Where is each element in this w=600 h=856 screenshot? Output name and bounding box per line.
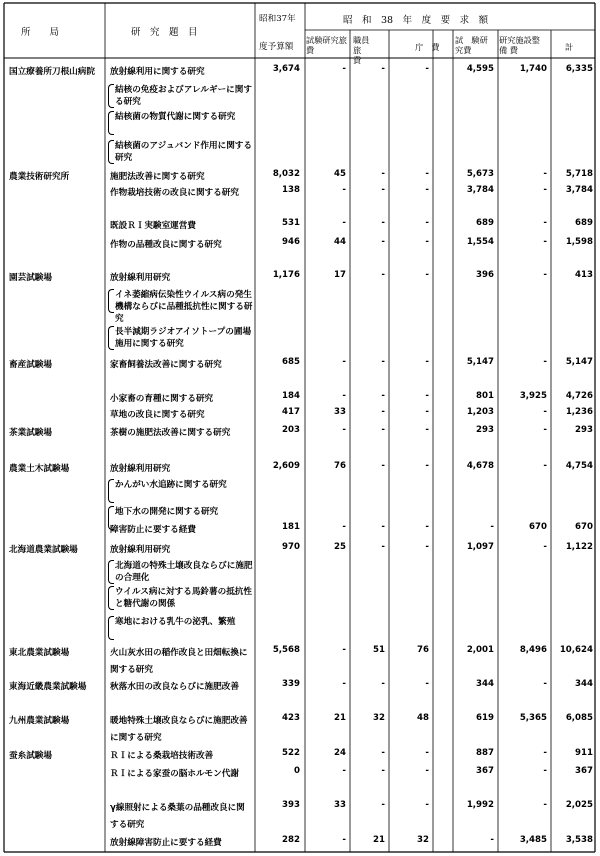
office-expense-cell: - bbox=[425, 391, 429, 401]
research-topic: 草地の改良に関する研究 bbox=[110, 410, 205, 420]
office-expense-cell: - bbox=[425, 357, 429, 367]
total-cell: 1,236 bbox=[565, 407, 593, 417]
office-expense-cell: - bbox=[425, 270, 429, 280]
research-expense-cell: 801 bbox=[476, 391, 494, 401]
facility-expense-cell: - bbox=[543, 270, 547, 280]
budget-fy37-cell: 522 bbox=[282, 748, 300, 758]
research-travel-cell: - bbox=[342, 425, 346, 435]
total-cell: 670 bbox=[575, 522, 593, 532]
staff-travel-cell: - bbox=[381, 407, 385, 417]
facility-expense-cell: - bbox=[543, 218, 547, 228]
research-topic: 茶樹の施肥法改善に関する研究 bbox=[110, 428, 231, 438]
budget-fy37-cell: 8,032 bbox=[272, 169, 300, 179]
research-travel-cell: 33 bbox=[334, 800, 346, 810]
research-travel-cell: - bbox=[342, 835, 346, 845]
facility-expense-cell: - bbox=[543, 461, 547, 471]
total-cell: 5,718 bbox=[565, 169, 593, 179]
research-topic: ＲＩによる家蚕の脳ホルモン代謝 bbox=[110, 769, 239, 779]
office-name: 北海道農業試験場 bbox=[9, 545, 78, 555]
research-topic: 北海道の特殊土壌改良ならびに施肥の合理化 bbox=[115, 561, 253, 583]
staff-travel-cell: - bbox=[381, 237, 385, 247]
staff-travel-cell: - bbox=[381, 679, 385, 689]
brace-mark bbox=[108, 586, 114, 610]
research-topic: 障害防止に要する経費 bbox=[110, 525, 196, 535]
research-travel-cell: - bbox=[342, 218, 346, 228]
research-topic: 家畜飼養法改善に関する研究 bbox=[110, 360, 222, 370]
facility-expense-cell: - bbox=[543, 425, 547, 435]
header-col-staff-travel: 職員旅 費 bbox=[353, 35, 370, 65]
brace-mark bbox=[108, 289, 114, 313]
research-travel-cell: - bbox=[342, 522, 346, 532]
office-expense-cell: - bbox=[425, 237, 429, 247]
research-travel-cell: 44 bbox=[334, 237, 346, 247]
research-topic: 結核の免疫およびアレルギーに関する研究 bbox=[115, 85, 252, 107]
facility-expense-cell: 670 bbox=[529, 522, 547, 532]
research-topic: 放射線利用研究 bbox=[110, 464, 171, 474]
research-expense-cell: 1,097 bbox=[466, 542, 494, 552]
office-name: 九州農業試験場 bbox=[9, 716, 70, 726]
office-name: 畜産試験場 bbox=[9, 360, 52, 370]
research-travel-cell: 25 bbox=[334, 542, 346, 552]
staff-travel-cell: - bbox=[381, 270, 385, 280]
research-travel-cell: 76 bbox=[334, 461, 346, 471]
research-topic: 小家畜の育種に関する研究 bbox=[110, 394, 214, 404]
total-cell: 10,624 bbox=[559, 645, 593, 655]
header-col-research-travel: 試験研究旅 費 bbox=[306, 35, 356, 55]
budget-fy37-cell: 184 bbox=[282, 391, 300, 401]
research-travel-cell: - bbox=[342, 185, 346, 195]
research-travel-cell: 21 bbox=[334, 713, 346, 723]
budget-fy37-cell: 531 bbox=[282, 218, 300, 228]
staff-travel-cell: - bbox=[381, 185, 385, 195]
research-expense-cell: 887 bbox=[476, 748, 494, 758]
total-cell: 413 bbox=[575, 270, 593, 280]
header-budget37-bottom: 度予算額 bbox=[259, 42, 294, 52]
total-cell: 6,085 bbox=[565, 713, 593, 723]
office-expense-cell: - bbox=[425, 766, 429, 776]
header-col-research-expense: 試 験研究費 bbox=[455, 35, 488, 55]
research-topic: 既設ＲＩ実験室運営費 bbox=[110, 221, 196, 231]
brace-mark bbox=[108, 84, 114, 108]
research-travel-cell: - bbox=[342, 64, 346, 74]
staff-travel-cell: - bbox=[381, 800, 385, 810]
research-topic: γ線照射による桑葉の品種改良に関する研究 bbox=[110, 803, 245, 830]
header-office: 所 局 bbox=[21, 27, 60, 38]
research-expense-cell: - bbox=[490, 522, 494, 532]
research-topic: 結核菌のアジュバンド作用に関する研究 bbox=[115, 141, 252, 163]
total-cell: 3,784 bbox=[565, 185, 593, 195]
staff-travel-cell: - bbox=[381, 748, 385, 758]
facility-expense-cell: - bbox=[543, 542, 547, 552]
research-travel-cell: - bbox=[342, 766, 346, 776]
budget-fy37-cell: 685 bbox=[282, 357, 300, 367]
office-expense-cell: - bbox=[425, 461, 429, 471]
office-name: 蚕糸試験場 bbox=[9, 751, 52, 761]
budget-fy37-cell: 282 bbox=[282, 835, 300, 845]
brace-mark bbox=[108, 111, 114, 135]
staff-travel-cell: - bbox=[381, 461, 385, 471]
total-cell: 1,122 bbox=[565, 542, 593, 552]
staff-travel-cell: - bbox=[381, 522, 385, 532]
research-topic: 作物の品種改良に関する研究 bbox=[110, 240, 222, 250]
research-expense-cell: 293 bbox=[476, 425, 494, 435]
total-cell: 3,538 bbox=[565, 835, 593, 845]
budget-fy37-cell: 423 bbox=[282, 713, 300, 723]
total-cell: 2,025 bbox=[565, 800, 593, 810]
facility-expense-cell: - bbox=[543, 169, 547, 179]
budget-fy37-cell: 138 bbox=[282, 185, 300, 195]
header-col-total: 計 bbox=[565, 42, 574, 52]
office-expense-cell: - bbox=[425, 748, 429, 758]
research-travel-cell: - bbox=[342, 357, 346, 367]
research-topic: 暖地特殊土壌改良ならびに施肥改善に関する研究 bbox=[110, 716, 248, 743]
total-cell: 344 bbox=[575, 679, 593, 689]
budget-fy37-cell: 2,609 bbox=[272, 461, 300, 471]
research-expense-cell: 5,673 bbox=[466, 169, 494, 179]
budget-fy37-cell: 970 bbox=[282, 542, 300, 552]
staff-travel-cell: 21 bbox=[373, 835, 385, 845]
brace-mark bbox=[108, 140, 114, 164]
office-expense-cell: - bbox=[425, 407, 429, 417]
budget-fy37-cell: 3,674 bbox=[272, 64, 300, 74]
total-cell: 4,726 bbox=[565, 391, 593, 401]
office-name: 農業土木試験場 bbox=[9, 464, 70, 474]
research-topic: 放射線利用に関する研究 bbox=[110, 67, 205, 77]
office-expense-cell: - bbox=[425, 542, 429, 552]
staff-travel-cell: - bbox=[381, 218, 385, 228]
facility-expense-cell: 5,365 bbox=[519, 713, 547, 723]
research-travel-cell: - bbox=[342, 645, 346, 655]
research-topic: 放射線利用研究 bbox=[110, 545, 171, 555]
research-expense-cell: 619 bbox=[476, 713, 494, 723]
research-expense-cell: 3,784 bbox=[466, 185, 494, 195]
header-col-office-expense: 庁 費 bbox=[415, 42, 440, 52]
facility-expense-cell: - bbox=[543, 357, 547, 367]
research-topic: 放射線利用研究 bbox=[110, 273, 171, 283]
research-topic: 長半減期ラジオアイソトープの圃場施用に関する研究 bbox=[115, 327, 252, 349]
office-name: 農業技術研究所 bbox=[9, 172, 70, 182]
total-cell: 4,754 bbox=[565, 461, 593, 471]
research-topic: 火山灰水田の稲作改良と田畑転換に関する研究 bbox=[110, 648, 248, 675]
budget-table-page bbox=[3, 2, 596, 854]
office-expense-cell: 32 bbox=[417, 835, 429, 845]
office-name: 国立療養所刀根山病院 bbox=[9, 67, 95, 77]
budget-fy37-cell: 393 bbox=[282, 800, 300, 810]
research-topic: 作物栽培技術の改良に関する研究 bbox=[110, 188, 239, 198]
office-expense-cell: - bbox=[425, 64, 429, 74]
total-cell: 367 bbox=[575, 766, 593, 776]
research-expense-cell: 2,001 bbox=[466, 645, 494, 655]
facility-expense-cell: - bbox=[543, 766, 547, 776]
office-expense-cell: - bbox=[425, 218, 429, 228]
research-topic: 寒地における乳牛の泌乳、繁殖 bbox=[115, 617, 236, 627]
facility-expense-cell: - bbox=[543, 407, 547, 417]
facility-expense-cell: 8,496 bbox=[519, 645, 547, 655]
budget-fy37-cell: 1,176 bbox=[272, 270, 300, 280]
budget-fy37-cell: 0 bbox=[294, 766, 300, 776]
research-travel-cell: 17 bbox=[334, 270, 346, 280]
research-travel-cell: 33 bbox=[334, 407, 346, 417]
brace-mark bbox=[108, 326, 114, 350]
research-expense-cell: 689 bbox=[476, 218, 494, 228]
header-budget37-top: 昭和37年 bbox=[259, 14, 296, 24]
facility-expense-cell: - bbox=[543, 800, 547, 810]
staff-travel-cell: - bbox=[381, 64, 385, 74]
research-topic: 秋落水田の改良ならびに施肥改善 bbox=[110, 682, 239, 692]
research-expense-cell: 5,147 bbox=[466, 357, 494, 367]
office-expense-cell: - bbox=[425, 185, 429, 195]
brace-mark bbox=[108, 479, 114, 503]
research-expense-cell: 4,678 bbox=[466, 461, 494, 471]
research-expense-cell: 1,203 bbox=[466, 407, 494, 417]
facility-expense-cell: - bbox=[543, 185, 547, 195]
office-name: 東海近畿農業試験場 bbox=[9, 682, 87, 692]
research-travel-cell: - bbox=[342, 679, 346, 689]
facility-expense-cell: - bbox=[543, 748, 547, 758]
budget-fy37-cell: 417 bbox=[282, 407, 300, 417]
budget-fy37-cell: 946 bbox=[282, 237, 300, 247]
total-cell: 911 bbox=[575, 748, 593, 758]
facility-expense-cell: 1,740 bbox=[519, 64, 547, 74]
research-topic: 結核菌の物質代謝に関する研究 bbox=[115, 112, 236, 122]
research-expense-cell: 1,992 bbox=[466, 800, 494, 810]
research-expense-cell: 4,595 bbox=[466, 64, 494, 74]
office-expense-cell: 48 bbox=[417, 713, 429, 723]
research-expense-cell: 344 bbox=[476, 679, 494, 689]
office-expense-cell: - bbox=[425, 425, 429, 435]
staff-travel-cell: - bbox=[381, 357, 385, 367]
research-expense-cell: 396 bbox=[476, 270, 494, 280]
total-cell: 5,147 bbox=[565, 357, 593, 367]
research-topic: 放射線障害防止に要する経費 bbox=[110, 838, 222, 848]
header-col-facility-expense: 研究施設整 備 費 bbox=[499, 35, 540, 55]
office-expense-cell: 76 bbox=[417, 645, 429, 655]
research-topic: イネ萎縮病伝染性ウイルス病の発生機構ならびに品種抵抗性に関する研究 bbox=[115, 290, 253, 324]
staff-travel-cell: - bbox=[381, 169, 385, 179]
research-expense-cell: - bbox=[490, 835, 494, 845]
budget-fy37-cell: 181 bbox=[282, 522, 300, 532]
research-travel-cell: 24 bbox=[334, 748, 346, 758]
research-topic: かんがい水追跡に関する研究 bbox=[115, 480, 227, 490]
research-topic: 地下水の開発に関する研究 bbox=[115, 507, 219, 517]
office-expense-cell: - bbox=[425, 679, 429, 689]
facility-expense-cell: - bbox=[543, 237, 547, 247]
budget-fy37-cell: 203 bbox=[282, 425, 300, 435]
budget-fy37-cell: 339 bbox=[282, 679, 300, 689]
research-topic: ウイルス病に対する馬鈴薯の抵抗性と糖代謝の関係 bbox=[115, 587, 252, 609]
office-expense-cell: - bbox=[425, 522, 429, 532]
office-expense-cell: - bbox=[425, 800, 429, 810]
facility-expense-cell: - bbox=[543, 679, 547, 689]
budget-fy37-cell: 5,568 bbox=[272, 645, 300, 655]
total-cell: 689 bbox=[575, 218, 593, 228]
total-cell: 1,598 bbox=[565, 237, 593, 247]
research-travel-cell: - bbox=[342, 391, 346, 401]
staff-travel-cell: - bbox=[381, 766, 385, 776]
facility-expense-cell: 3,485 bbox=[519, 835, 547, 845]
research-expense-cell: 1,554 bbox=[466, 237, 494, 247]
office-name: 茶業試験場 bbox=[9, 428, 52, 438]
brace-mark bbox=[108, 560, 114, 584]
office-expense-cell: - bbox=[425, 169, 429, 179]
header-request38-title: 昭 和 38 年 度 要 求 額 bbox=[343, 15, 489, 26]
staff-travel-cell: - bbox=[381, 425, 385, 435]
total-cell: 6,335 bbox=[565, 64, 593, 74]
staff-travel-cell: - bbox=[381, 542, 385, 552]
office-name: 園芸試験場 bbox=[9, 273, 52, 283]
staff-travel-cell: - bbox=[381, 391, 385, 401]
brace-mark bbox=[108, 616, 114, 640]
facility-expense-cell: 3,925 bbox=[519, 391, 547, 401]
total-cell: 293 bbox=[575, 425, 593, 435]
research-topic: ＲＩによる桑栽培技術改善 bbox=[110, 751, 214, 761]
header-topic: 研 究 題 目 bbox=[131, 27, 198, 38]
research-expense-cell: 367 bbox=[476, 766, 494, 776]
research-topic: 施肥法改善に関する研究 bbox=[110, 172, 205, 182]
staff-travel-cell: 51 bbox=[373, 645, 385, 655]
staff-travel-cell: 32 bbox=[373, 713, 385, 723]
research-travel-cell: 45 bbox=[334, 169, 346, 179]
office-name: 東北農業試験場 bbox=[9, 648, 70, 658]
